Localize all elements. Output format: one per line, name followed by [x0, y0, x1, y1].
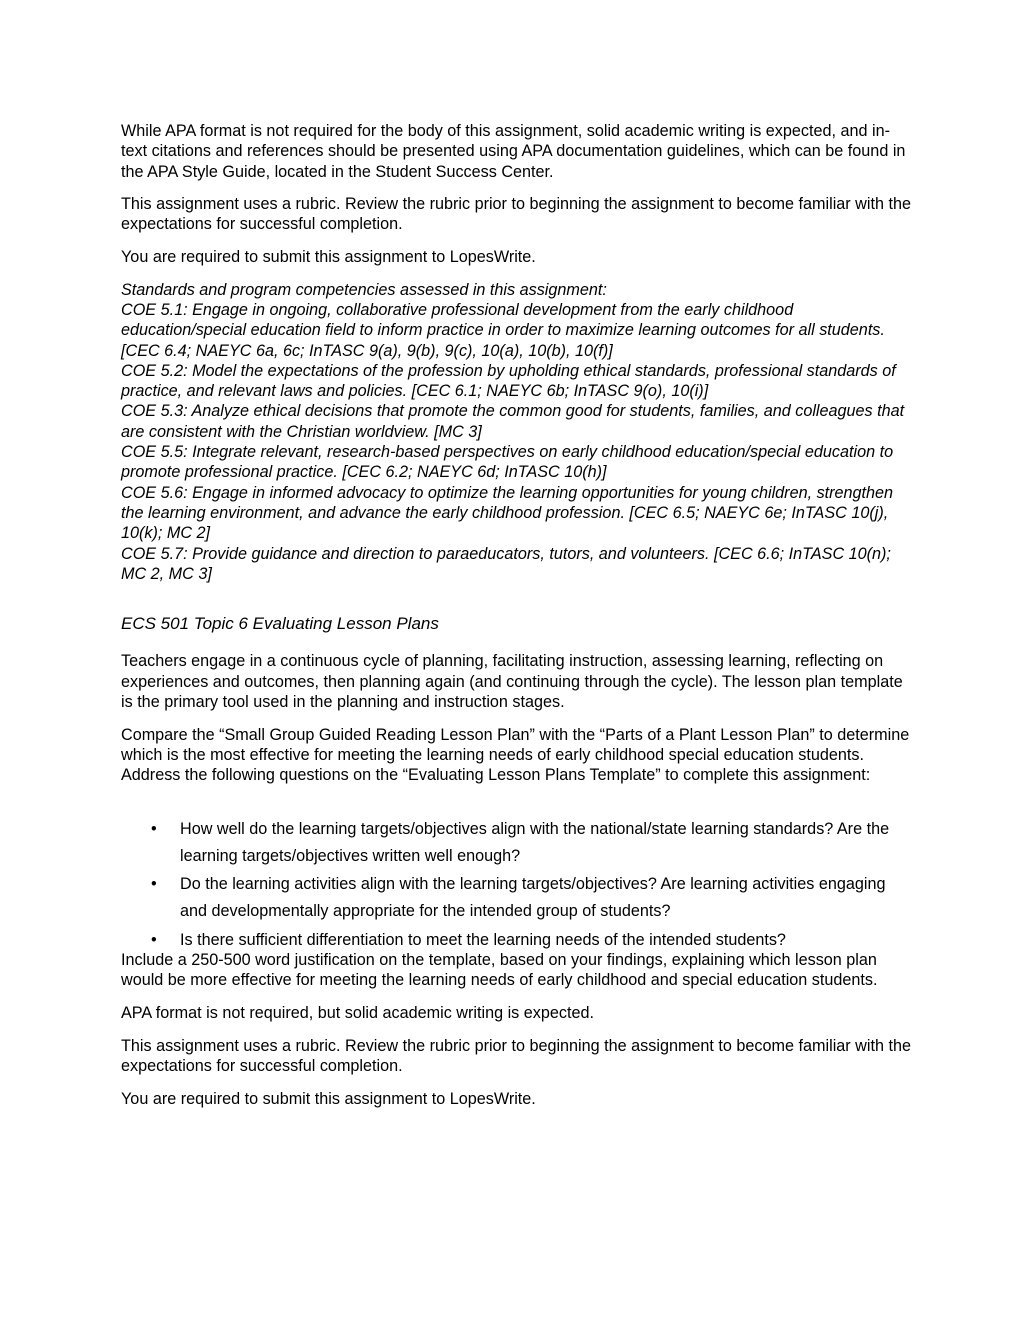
rubric-paragraph: This assignment uses a rubric. Review the rubric prior to beginning the assignment to become familiar with the expectations for successful completion. — [121, 195, 911, 234]
section-title: ECS 501 Topic 6 Evaluating Lesson Plans — [121, 614, 439, 634]
rubric-paragraph-closing: This assignment uses a rubric. Review the rubric prior to beginning the assignment to become familiar with the expectations for successful completion. — [121, 1036, 911, 1075]
question-text: Is there sufficient differentiation to meet the learning needs of the intended students? — [180, 930, 786, 949]
standard-item-coe-5-6: COE 5.6: Engage in informed advocacy to optimize the learning opportunities for young children, strengthen the learning environment, and advance the early childhood profession. [CEC 6.5; NAEYC 6e; InTASC 10(j), 10(k); MC 2] — [121, 483, 894, 543]
lopeswrite-paragraph: You are required to submit this assignment to LopesWrite. — [121, 248, 536, 267]
standard-item-coe-5-3: COE 5.3: Analyze ethical decisions that promote the common good for students, families, and colleagues that are consistent with the Christian worldview. [MC 3] — [121, 402, 905, 441]
standard-item-coe-5-2: COE 5.2: Model the expectations of the profession by upholding ethical standards, professional standards of practice, and relevant laws and policies. [CEC 6.1; NAEYC 6b; InTASC 9(o), 10(i)] — [121, 361, 896, 401]
bullet-icon: • — [151, 930, 157, 949]
teaching-cycle-paragraph: Teachers engage in a continuous cycle of planning, facilitating instruction, assessing learning, reflecting on experiences and outcomes, then planning again (and continuing through the cycle). The lesson plan template is the primary tool used in the planning and instruction stages. — [121, 652, 903, 712]
list-item — [121, 871, 911, 926]
standard-item-coe-5-5: COE 5.5: Integrate relevant, research-based perspectives on early childhood education/special education to promote professional practice. [CEC 6.2; NAEYC 6d; InTASC 10(h)] — [121, 443, 894, 482]
word-justification-paragraph: Include a 250-500 word justification on the template, based on your findings, explaining which lesson plan would be more effective for meeting the learning needs of early childhood and special education students. — [121, 951, 878, 990]
questions-list — [121, 816, 911, 951]
standard-item-coe-5-7: COE 5.7: Provide guidance and direction to paraeducators, tutors, and volunteers. [CEC 6.6; InTASC 10(n); MC 2, MC 3] — [121, 544, 891, 583]
apa-not-required-paragraph: APA format is not required, but solid academic writing is expected. — [121, 1004, 594, 1023]
question-text: How well do the learning targets/objectives align with the national/state learning standards? Are the learning targets/objectives written well enough? — [180, 819, 890, 866]
document-page — [121, 121, 911, 1121]
apa-citation-paragraph: While APA format is not required for the body of this assignment, solid academic writing is expected, and in-text citations and references should be presented using APA documentation guidelines, which can be found in the APA Style Guide, located in the Student Success Center. — [121, 122, 906, 181]
list-item — [121, 816, 911, 871]
bullet-icon: • — [151, 819, 157, 838]
bullet-icon: • — [151, 874, 157, 893]
standards-block — [121, 280, 911, 584]
standard-item-coe-5-1: COE 5.1: Engage in ongoing, collaborative professional development from the early childhood education/special education field to inform practice in order to maximize learning outcomes for all students. [CEC 6.4; NAEYC 6a, 6c; InTASC 9(a), 9(b), 9(c), 10(a), 10(b), 10(f)] — [121, 300, 885, 360]
compare-lesson-plans-paragraph: Compare the “Small Group Guided Reading Lesson Plan” with the “Parts of a Plant Lesson Plan” to determine which is the most effective for meeting the learning needs of early childhood special education students. Address the following questions on the “Evaluating Lesson Plans Template” to complete this assignment: — [121, 725, 910, 785]
question-text: Do the learning activities align with the learning targets/objectives? Are learning activities engaging and developmentally appropriate for the intended group of students? — [180, 874, 886, 921]
standards-intro: Standards and program competencies assessed in this assignment: — [121, 280, 607, 299]
list-item — [121, 930, 911, 950]
lopeswrite-paragraph-closing: You are required to submit this assignment to LopesWrite. — [121, 1089, 536, 1108]
